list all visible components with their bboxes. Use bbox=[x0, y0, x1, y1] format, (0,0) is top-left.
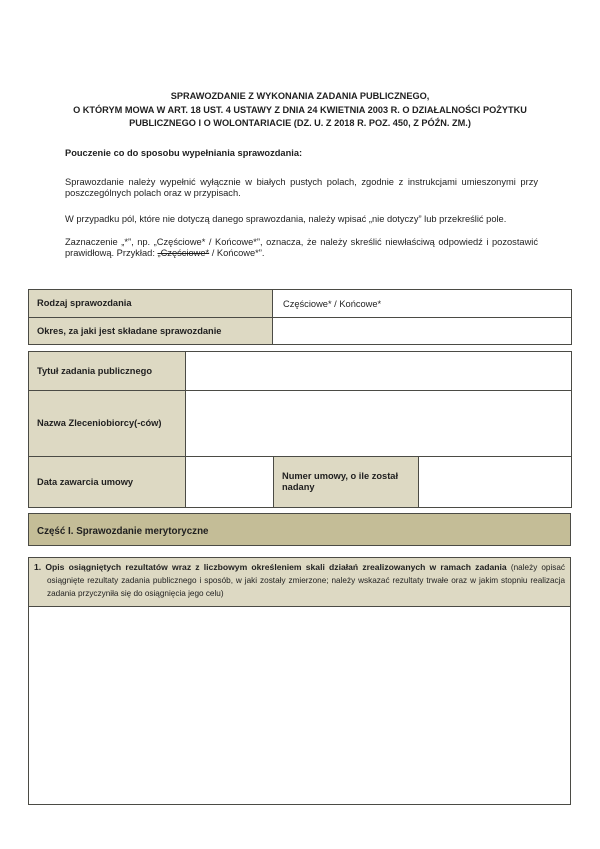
instructions-paragraph-1: Sprawozdanie należy wypełnić wyłącznie w białych pustych polach, zgodnie z instrukcjami umieszonymi przy poszczególnych polach oraz w przypisach. bbox=[65, 177, 538, 199]
item-1-number: 1. bbox=[34, 562, 42, 572]
instructions-heading: Pouczenie co do sposobu wypełniania sprawozdania: bbox=[65, 148, 303, 158]
rodzaj-sprawozdania-label: Rodzaj sprawozdania bbox=[29, 290, 273, 318]
paragraph-3-text-after: / Końcowe*”. bbox=[209, 248, 265, 259]
item-1-header bbox=[28, 557, 571, 607]
item-1-title: Opis osiągniętych rezultatów wraz z liczbowym określeniem skali działań zrealizowanych w ramach zadania bbox=[45, 562, 507, 572]
item-1-answer-field[interactable] bbox=[28, 607, 571, 805]
section-item-1 bbox=[28, 557, 571, 805]
numer-umowy-label: Numer umowy, o ile został nadany bbox=[274, 457, 419, 508]
okres-label: Okres, za jaki jest składane sprawozdanie bbox=[29, 318, 273, 345]
report-type-table bbox=[28, 289, 572, 345]
paragraph-3-struck-example: „Częściowe* bbox=[157, 248, 210, 259]
task-info-table bbox=[28, 351, 572, 508]
title-line-1: SPRAWOZDANIE Z WYKONANIA ZADANIA PUBLICZNEGO, bbox=[170, 91, 430, 101]
tytul-zadania-value-field[interactable] bbox=[186, 352, 572, 391]
tytul-zadania-label: Tytuł zadania publicznego bbox=[29, 352, 186, 391]
table-row bbox=[29, 318, 572, 345]
rodzaj-sprawozdania-value[interactable]: Częściowe* / Końcowe* bbox=[273, 290, 572, 318]
table-row bbox=[29, 352, 572, 391]
section-part1-header: Część I. Sprawozdanie merytoryczne bbox=[28, 513, 571, 546]
instructions-paragraph-2: W przypadku pól, które nie dotyczą danego sprawozdania, należy wpisać „nie dotyczy” lub przekreślić pole. bbox=[65, 214, 507, 224]
paragraph-3-text: Zaznaczenie „*”, np. „Częściowe* / Końcowe*”, oznacza, że należy skreślić niewłaściwą odpowiedź i pozostawić prawidłową. Przykład: bbox=[65, 237, 538, 259]
item-1-note: (należy opisać osiągnięte rezultaty zadania publicznego i sposób, w jaki zostały zmierzone; należy wskazać rezultaty trwałe oraz w jakim stopniu realizacja zadania przyczyniła się do osiągnięcia jego celu) bbox=[47, 563, 566, 599]
item-1-header-text bbox=[34, 561, 565, 601]
data-zawarcia-umowy-label: Data zawarcia umowy bbox=[29, 457, 186, 508]
table-row bbox=[29, 457, 572, 508]
title-line-2: O KTÓRYM MOWA W ART. 18 UST. 4 USTAWY Z DNIA 24 KWIETNIA 2003 R. O DZIAŁALNOŚCI POŻYTKU bbox=[73, 104, 527, 115]
document-title bbox=[20, 90, 580, 131]
data-zawarcia-umowy-value-field[interactable] bbox=[186, 457, 274, 508]
nazwa-zleceniobiorcy-value-field[interactable] bbox=[186, 391, 572, 457]
instructions-paragraph-3 bbox=[65, 237, 538, 260]
table-row bbox=[29, 290, 572, 318]
title-line-3: PUBLICZNEGO I O WOLONTARIACIE (DZ. U. Z 2018 R. POZ. 450, Z PÓŹN. ZM.) bbox=[129, 118, 471, 129]
table-row bbox=[29, 391, 572, 457]
numer-umowy-value-field[interactable] bbox=[419, 457, 572, 508]
nazwa-zleceniobiorcy-label: Nazwa Zleceniobiorcy(-ców) bbox=[29, 391, 186, 457]
okres-value-field[interactable] bbox=[273, 318, 572, 345]
